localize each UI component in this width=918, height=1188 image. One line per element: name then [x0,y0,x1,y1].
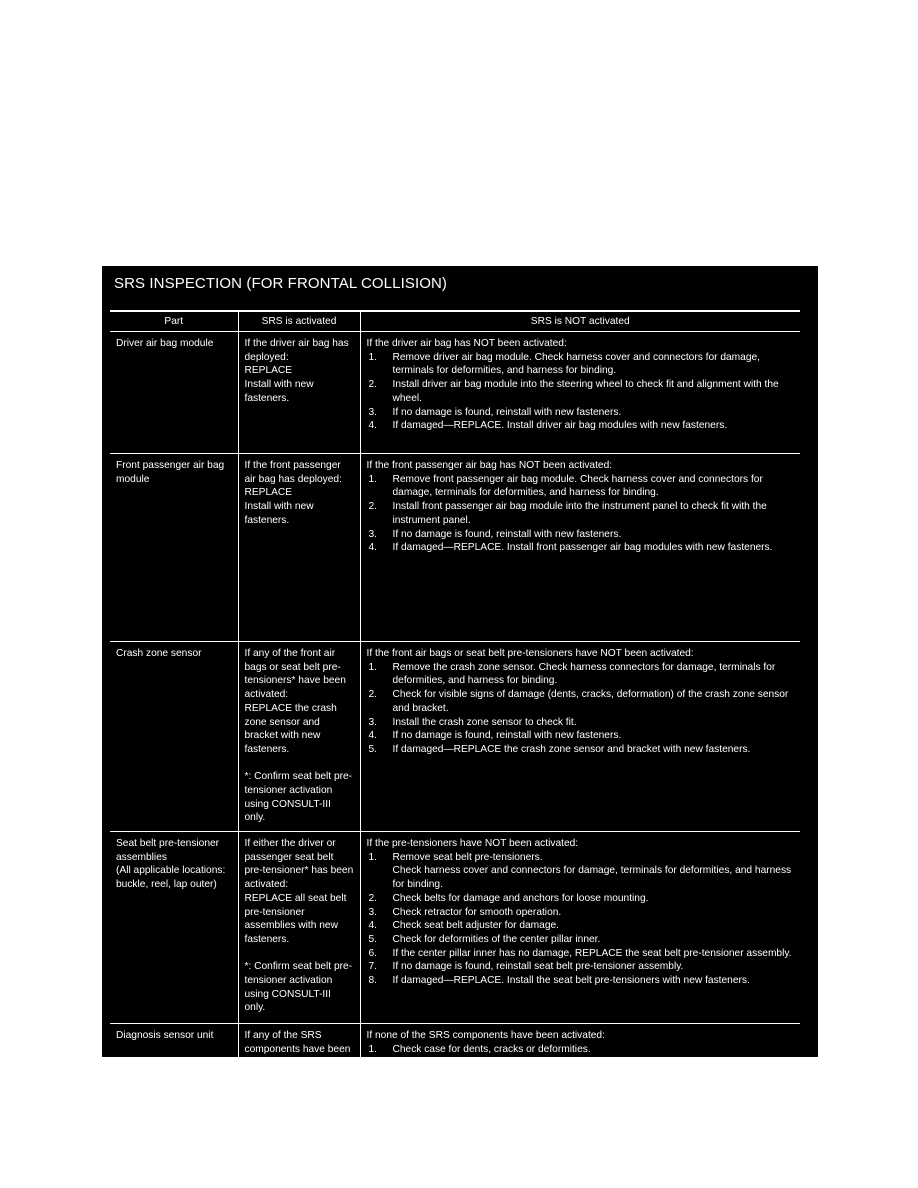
table-body [110,332,800,1130]
part-cell: Diagnosis sensor unit [116,1030,214,1041]
step-text: If no damage is found, reinstall with new fasteners. [392,1071,622,1083]
panel-title: SRS INSPECTION (FOR FRONTAL COLLISION) [114,275,448,292]
inspection-steps [367,1043,795,1098]
not-activated-intro: If the pre-tensioners have NOT been activated: [366,838,579,849]
table-row [110,832,800,1024]
step-number: 1. [368,851,377,863]
step-text: Check for deformities of the center pillar inner. [392,933,601,945]
not-activated-cell [360,1024,800,1130]
step-number: 4. [368,730,377,742]
list-item [367,661,795,688]
step-text: Check connectors for damage, and terminals for deformities. [392,1057,666,1069]
part-cell: Front passenger air bag module [110,454,238,642]
step-number: 3. [368,528,377,540]
part-cell: Crash zone sensor [110,642,238,832]
not-activated-intro: If none of the SRS components have been activated: [366,1030,605,1041]
list-item [367,473,795,500]
list-item [367,716,795,730]
step-text: Install the crash zone sensor to check fit. [392,716,577,728]
list-item [367,960,795,974]
activated-cell: If either the driver or passenger seat belt pre-tensioner* has been activated: REPLACE all seat belt pre-tensioner assemblies with new fasteners. *: Confirm seat belt pre-tensioner activation using CONSULT-III only. [238,832,360,1024]
step-text: Remove driver air bag module. Check harness cover and connectors for damage, terminals for deformities, and harness for binding. [392,351,761,377]
list-item [367,406,795,420]
step-number: 5. [368,933,377,945]
step-text: If damaged—REPLACE. Install diagnosis sensor unit with new fasteners. [392,1084,723,1096]
activated-cell: If any of the SRS components have been activated: REPLACE the diagnosis sensor unit. Install with new fasteners. [238,1024,360,1130]
inspection-steps [367,473,795,555]
step-text: If no damage is found, reinstall with new fasteners. [392,406,622,418]
srs-inspection-panel [102,266,818,1124]
table-row [110,1024,800,1130]
part-cell: Driver air bag module [110,332,238,454]
step-number: 2. [368,1057,377,1069]
not-activated-cell [360,454,800,642]
step-number: 3. [368,1071,377,1083]
step-number: 3. [368,406,377,418]
activated-cell: If the front passenger air bag has deployed: REPLACE Install with new fasteners. [238,454,360,642]
list-item [367,892,795,906]
list-item [367,351,795,378]
step-text: If damaged—REPLACE. Install driver air bag modules with new fasteners. [392,420,728,432]
not-activated-cell [360,332,800,454]
list-item [367,919,795,933]
not-activated-cell [360,832,800,1024]
step-number: 8. [368,975,377,987]
step-text: Check case for dents, cracks or deformities. [392,1043,591,1055]
list-item [367,378,795,405]
step-number: 4. [368,542,377,554]
step-text: Check seat belt adjuster for damage. [392,920,559,932]
not-activated-intro: If the front passenger air bag has NOT been activated: [366,460,613,471]
list-item [367,851,795,892]
list-item [367,974,795,988]
list-item [367,1056,795,1070]
step-text: If no damage is found, reinstall with new fasteners. [392,528,622,540]
column-header-srs-activated: SRS is activated [238,311,360,332]
list-item [367,743,795,757]
list-item [367,1043,795,1057]
step-number: 4. [368,920,377,932]
step-number: 1. [368,351,377,363]
list-item [367,1084,795,1098]
step-text: If no damage is found, reinstall seat belt pre-tensioner assembly. [392,961,684,973]
step-number: 1. [368,1043,377,1055]
step-number: 1. [368,661,377,673]
list-item [367,688,795,715]
inspection-steps [367,851,795,988]
step-text: Remove seat belt pre-tensioners. Check harness cover and connectors for damage, terminals for deformities, and harness for binding. [392,851,792,891]
step-number: 4. [368,1084,377,1096]
step-number: 5. [368,743,377,755]
list-item [367,500,795,527]
list-item [367,528,795,542]
inspection-steps [367,351,795,433]
activated-cell: If the driver air bag has deployed: REPLACE Install with new fasteners. [238,332,360,454]
srs-inspection-table [110,310,800,1131]
step-text: If the center pillar inner has no damage, REPLACE the seat belt pre-tensioner assembly. [392,947,792,959]
table-row [110,642,800,832]
step-number: 2. [368,379,377,391]
step-text: If damaged—REPLACE. Install front passenger air bag modules with new fasteners. [392,542,773,554]
step-text: Remove the crash zone sensor. Check harness connectors for damage, terminals for deformities, and harness for binding. [392,661,776,687]
column-header-srs-not-activated: SRS is NOT activated [360,311,800,332]
list-item [367,906,795,920]
step-text: If no damage is found, reinstall with new fasteners. [392,730,622,742]
step-number: 4. [368,420,377,432]
step-number: 2. [368,689,377,701]
step-text: Check retractor for smooth operation. [392,906,562,918]
not-activated-cell [360,642,800,832]
step-text: Check belts for damage and anchors for loose mounting. [392,892,649,904]
table-row [110,332,800,454]
not-activated-intro: If the front air bags or seat belt pre-tensioners have NOT been activated: [366,648,694,659]
column-header-part: Part [110,311,238,332]
step-text: Check for visible signs of damage (dents, cracks, deformation) of the crash zone sensor and bracket. [392,689,789,714]
list-item [367,541,795,555]
step-number: 2. [368,501,377,513]
step-number: 3. [368,906,377,918]
step-number: 2. [368,892,377,904]
step-text: Install driver air bag module into the steering wheel to check fit and alignment with the wheel. [392,379,779,404]
step-number: 6. [368,947,377,959]
step-text: If damaged—REPLACE. Install the seat belt pre-tensioners with new fasteners. [392,975,750,987]
step-text: If damaged—REPLACE the crash zone sensor and bracket with new fasteners. [392,743,751,755]
list-item [367,419,795,433]
table-header-row [110,311,800,332]
table-row [110,454,800,642]
list-item [367,933,795,947]
step-number: 3. [368,716,377,728]
list-item [367,1070,795,1084]
step-number: 1. [368,473,377,485]
part-cell: Seat belt pre-tensioner assemblies (All applicable locations: buckle, reel, lap outer) [110,832,238,1024]
step-text: Install front passenger air bag module into the instrument panel to check fit with the instrument panel. [392,501,767,526]
list-item [367,729,795,743]
inspection-steps [367,661,795,757]
step-text: Remove front passenger air bag module. Check harness cover and connectors for damage, terminals for deformities, and harness for binding. [392,473,763,499]
not-activated-intro: If the driver air bag has NOT been activated: [366,338,567,349]
list-item [367,947,795,961]
step-number: 7. [368,961,377,973]
activated-cell: If any of the front air bags or seat belt pre-tensioners* have been activated: REPLACE the crash zone sensor and bracket with new fasteners. *: Confirm seat belt pre-tensioner activation using CONSULT-III only. [238,642,360,832]
